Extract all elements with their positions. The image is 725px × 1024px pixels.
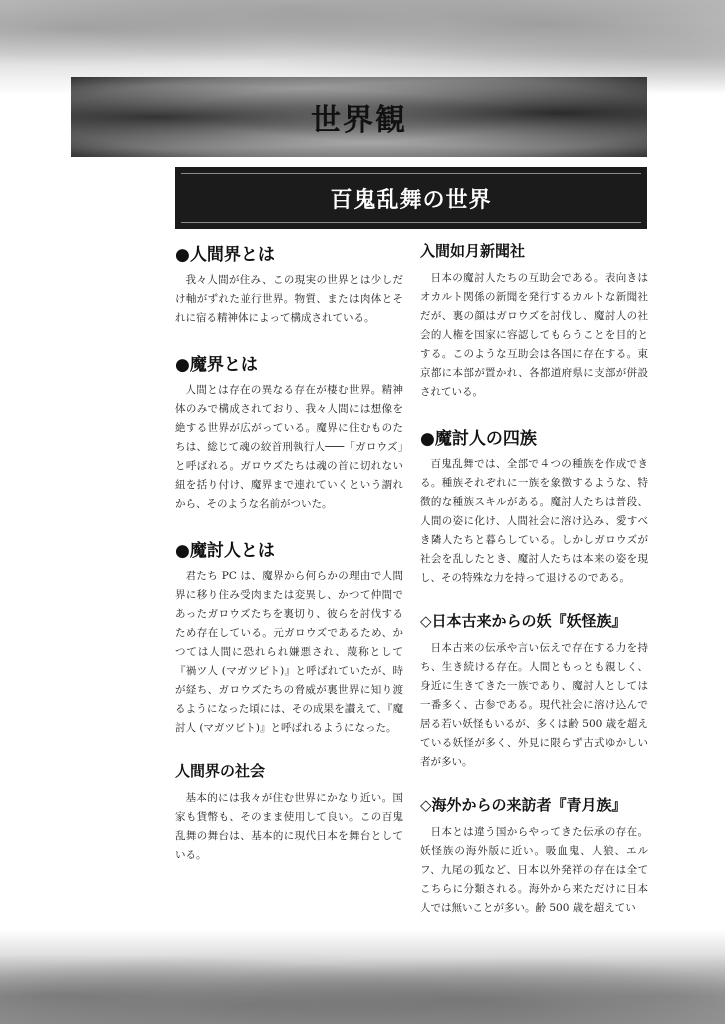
section-heading: ●魔界とは	[175, 355, 258, 375]
section-heading: ●魔討人とは	[175, 541, 275, 561]
section-title-box	[175, 167, 647, 229]
section-heading: ●魔討人の四族	[420, 429, 537, 449]
section-youkai-clan	[420, 610, 648, 772]
section-magatsubito	[175, 536, 403, 738]
section-seigetsu-clan	[420, 794, 648, 918]
section-body: 日本とは違う国からやってきた伝承の存在。妖怪族の海外版に近い。吸血鬼、人狼、エルフ、九尾の狐など、日本以外発祥の存在は全てこちらに分類される。海外から来ただけに日本人では無いことが多い。齢 500 歳を超えてい	[420, 826, 648, 914]
left-column	[175, 240, 403, 887]
section-heading: ◇日本古来からの妖『妖怪族』	[420, 612, 627, 630]
section-body: 日本の魔討人たちの互助会である。表向きはオカルト関係の新聞を発行するカルトな新聞社だが、裏の顔はガロウズを討伐し、魔討人の社会的人権を国家に容認してもらうことを目的とする。このような互助会は各国に存在する。東京都に本部が置かれ、各都道府県に支部が併設されている。	[420, 272, 648, 398]
header-banner	[71, 77, 647, 157]
page-title: 世界観	[311, 103, 407, 138]
section-body: 基本的には我々が住む世界にかなり近い。国家も貨幣も、そのまま使用して良い。この百鬼乱舞の舞台は、基本的に現代日本を舞台としている。	[175, 792, 403, 861]
section-human-society	[175, 760, 403, 865]
bottom-grunge-texture	[0, 930, 725, 1024]
right-column	[420, 240, 648, 940]
section-human-world	[175, 240, 403, 328]
section-body: 君たち PC は、魔界から何らかの理由で人間界に移り住み受肉または変異し、かつて仲間であったガロウズたちを裏切り、彼らを討伐するため存在している。元ガロウズであるため、かつては人間に恐れられ嫌悪され、蔑称として『禍ツ人 (マガツビト)』と呼ばれていたが、時が経ち、ガロウズたちの脅威が裏世界に知り渡るようになった頃には、その成果を讃えて、『魔討人 (マガツビト)』と呼ばれるようになった。	[175, 570, 403, 734]
section-heading: ◇海外からの来訪者『青月族』	[420, 796, 627, 814]
section-body: 日本古来の伝承や言い伝えで存在する力を持ち、生き続ける存在。人間ともっとも親しく、身近に生きてきた一族であり、魔討人としては一番多く、古参である。現代社会に溶け込んで居る若い妖怪もいるが、多くは齢 500 歳を超えている妖怪が多く、外見に限らず古式ゆかしい者が多い。	[420, 642, 648, 768]
section-heading: 入間如月新聞社	[420, 242, 526, 260]
section-heading: ●人間界とは	[175, 245, 275, 265]
section-demon-world	[175, 350, 403, 514]
section-newspaper	[420, 240, 648, 402]
section-body: 百鬼乱舞では、全部で４つの種族を作成できる。種族それぞれに一族を象徴するような、特徴的な種族スキルがある。魔討人たちは普段、人間の姿に化け、人間社会に溶け込み、愛すべき隣人たちと暮らしている。しかしガロウズが社会を乱したとき、魔討人たちは本来の姿を現し、その特殊な力を持って退けるのである。	[420, 458, 648, 584]
section-four-clans	[420, 424, 648, 588]
section-body: 人間とは存在の異なる存在が棲む世界。精神体のみで構成されており、我々人間には想像を絶する世界が広がっている。魔界に住むものたちは、総じて魂の絞首刑執行人───「ガロウズ」と呼ばれる。ガロウズたちは魂の首に切れない紐を括り付け、魔界まで連れていくという謂れから、そのような名前がついた。	[175, 384, 403, 510]
section-title: 百鬼乱舞の世界	[330, 187, 492, 213]
section-body: 我々人間が住み、この現実の世界とは少しだけ軸がずれた並行世界。物質、または肉体とそれに宿る精神体によって構成されている。	[175, 274, 403, 324]
section-heading: 人間界の社会	[175, 762, 266, 780]
